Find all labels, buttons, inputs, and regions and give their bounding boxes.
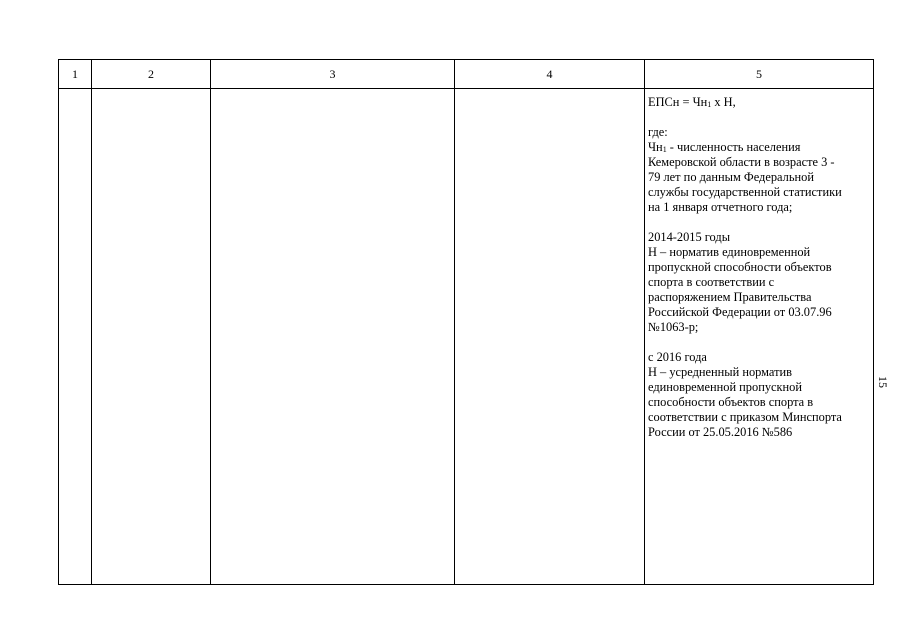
definition-line: на 1 января отчетного года; [648,200,793,214]
definition-line: 79 лет по данным Федеральной [648,170,814,184]
definition-line: Кемеровской области в возрасте 3 - [648,155,835,169]
period1-line: распоряжением Правительства [648,290,812,304]
definition-population: Чн1 - численность населения [648,140,801,154]
definition-line: службы государственной статистики [648,185,842,199]
period1-line: Н – норматив единовременной [648,245,811,259]
where-label: где: [648,125,668,139]
content-row [59,89,874,585]
column-header-2: 2 [92,60,211,89]
period2-line: единовременной пропускной [648,380,802,394]
cell-col-5 [645,89,874,585]
column-number-row [59,60,874,89]
cell-col-2 [92,89,211,585]
period2-line: соответствии с приказом Минспорта [648,410,842,424]
column-header-3: 3 [211,60,455,89]
period-heading-2014-2015: 2014-2015 годы [648,230,731,244]
period2-line: России от 25.05.2016 №586 [648,425,793,439]
period1-line: Российской Федерации от 03.07.96 [648,305,832,319]
column-header-4: 4 [455,60,645,89]
column-header-1: 1 [59,60,92,89]
page-number: 15 [876,376,890,388]
formula: ЕПСн = Чн1 х Н, [648,95,736,109]
cell-col-3 [211,89,455,585]
period-heading-2016: с 2016 года [648,350,707,364]
period1-line: пропускной способности объектов [648,260,832,274]
document-table [58,59,874,585]
column-header-5: 5 [645,60,874,89]
cell-col-4 [455,89,645,585]
period1-line: №1063-р; [648,320,699,334]
period2-line: способности объектов спорта в [648,395,814,409]
period1-line: спорта в соответствии с [648,275,775,289]
period2-line: Н – усредненный норматив [648,365,792,379]
cell-col-1 [59,89,92,585]
